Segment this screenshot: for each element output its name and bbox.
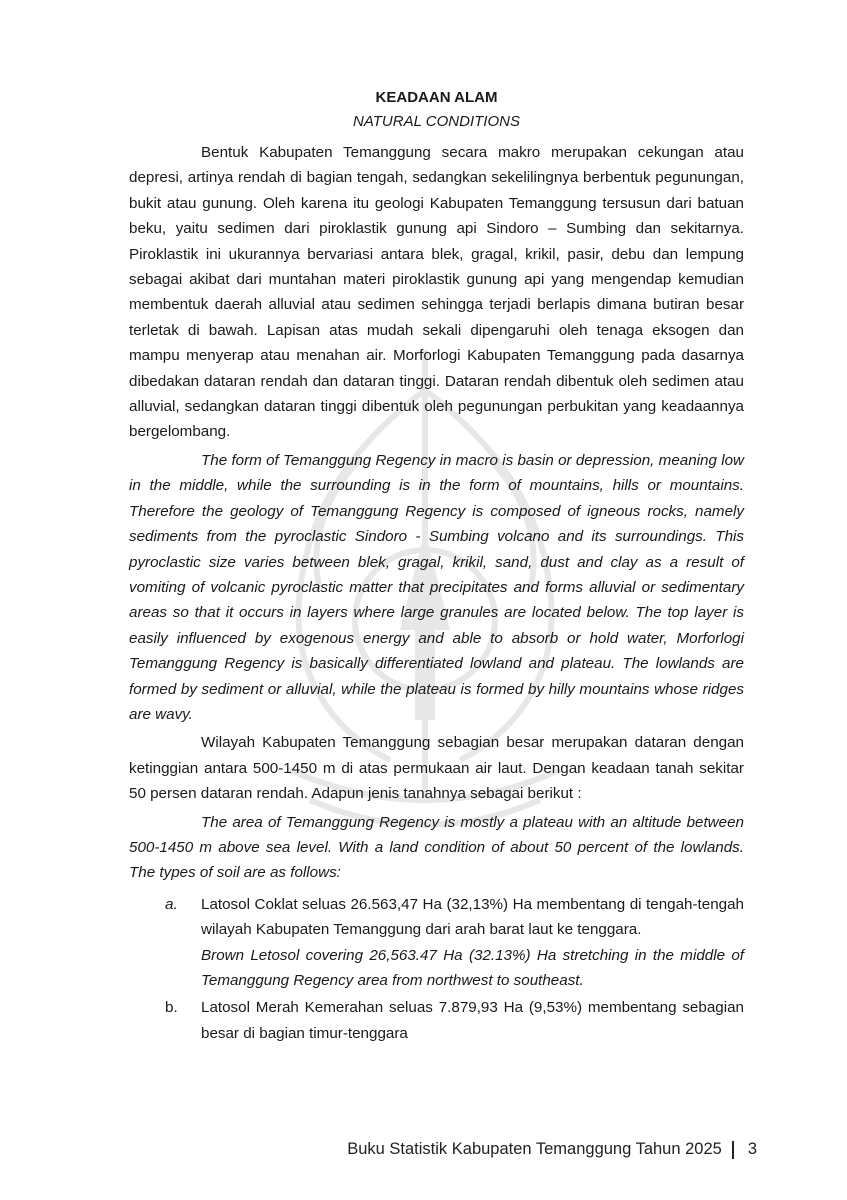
list-item-text-id: Latosol Merah Kemerahan seluas 7.879,93 Ha (9,53%) membentang sebagian besar di bagian timur-tenggara [201,999,744,1042]
paragraph-id-area: Wilayah Kabupaten Temanggung sebagian besar merupakan dataran dengan ketinggian antara 500-1450 m di atas permukaan air laut. Dengan keadaan tanah sekitar 50 persen dataran rendah. Adapun jenis tanahnya sebagai berikut : [129,734,744,803]
list-item [129,892,744,994]
paragraph-en-geology: The form of Temanggung Regency in macro is basin or depression, meaning low in the middle, while the surrounding is in the form of mountains, hills or mountains. Therefore the geology of Temanggung Regency is composed of igneous rocks, namely sediments from the pyroclastic Sindoro - Sumbing volcano and its surroundings. This pyroclastic size varies between blek, gragal, krikil, sand, dust and clay as a result of vomiting of volcanic pyroclastic matter that precipitates and forms alluvial or sedimentary areas so that it occurs in layers where large granules are located below. The top layer is easily influenced by exogenous energy and able to absorb or hold water, Morforlogi Temanggung Regency is basically differentiated lowland and plateau. The lowlands are formed by sediment or alluvial, while the plateau is formed by hilly mountains whose ridges are wavy. [129,451,744,723]
page-footer [347,1140,757,1159]
document-page [129,86,744,1048]
page-number: 3 [747,1140,757,1158]
page-title: KEADAAN ALAM [375,89,498,106]
paragraph-en-area: The area of Temanggung Regency is mostly a plateau with an altitude between 500-1450 m above sea level. With a land condition of about 50 percent of the lowlands. The types of soil are as follows: [129,813,744,882]
soil-type-list [129,892,744,1046]
list-item [129,995,744,1046]
paragraph-id-geology: Bentuk Kabupaten Temanggung secara makro merupakan cekungan atau depresi, artinya rendah di bagian tengah, sedangkan sekelilingnya berbentuk pegunungan, bukit atau gunung. Oleh karena itu geologi Kabupaten Temanggung tersusun dari batuan beku, yaitu sedimen dari piroklastik gunung api Sindoro – Sumbing dan sekitarnya. Piroklastik ini ukurannya bervariasi antara blek, gragal, krikil, pasir, debu dan lempung sebagai akibat dari muntahan materi piroklastik gunung api yang mengendap kemudian membentuk daerah alluvial atau sedimen sehingga terjadi berlapis dimana butiran besar terletak di bawah. Lapisan atas mudah sekali dipengaruhi oleh tenaga eksogen dan mampu menyerap atau menahan air. Morforlogi Kabupaten Temanggung pada dasarnya dibedakan dataran rendah dan dataran tinggi. Dataran rendah dibentuk oleh sedimen atau alluvial, sedangkan dataran tinggi dibentuk oleh pegunungan perbukitan yang keadaannya bergelombang. [129,144,744,441]
list-item-text-en: Brown Letosol covering 26,563.47 Ha (32.13%) Ha stretching in the middle of Temanggung Regency area from northwest to southeast. [201,946,744,989]
footer-divider [732,1141,734,1159]
footer-title: Buku Statistik Kabupaten Temanggung Tahun 2025 [347,1140,722,1158]
list-marker: a. [165,895,178,913]
list-item-text-id: Latosol Coklat seluas 26.563,47 Ha (32,13%) Ha membentang di tengah-tengah wilayah Kabupaten Temanggung dari arah barat laut ke tenggara. [201,895,744,939]
page-subtitle: NATURAL CONDITIONS [353,113,520,130]
list-marker: b. [165,999,178,1017]
